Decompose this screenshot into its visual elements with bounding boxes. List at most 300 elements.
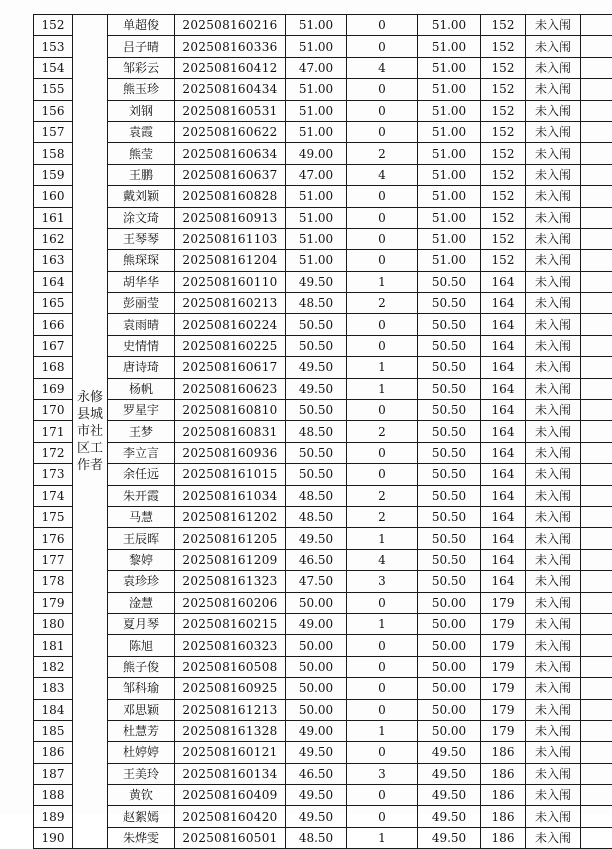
rank-cell: 152 <box>481 164 526 185</box>
written-score-cell: 48.50 <box>286 827 347 848</box>
table-row <box>34 785 612 806</box>
bonus-score-cell: 1 <box>347 271 418 292</box>
bonus-score-cell: 0 <box>347 79 418 100</box>
name-cell: 杜慧芳 <box>108 720 175 741</box>
total-score-cell: 50.50 <box>418 506 481 527</box>
status-cell: 未入闱 <box>526 827 581 848</box>
note-cell <box>581 763 612 784</box>
bonus-score-cell: 4 <box>347 164 418 185</box>
rank-cell: 152 <box>481 186 526 207</box>
note-cell <box>581 357 612 378</box>
exam-id-cell: 202508160434 <box>175 79 286 100</box>
row-number-cell: 189 <box>34 806 73 827</box>
status-cell: 未入闱 <box>526 442 581 463</box>
rank-cell: 179 <box>481 656 526 677</box>
status-cell: 未入闱 <box>526 250 581 271</box>
table-row <box>34 186 612 207</box>
total-score-cell: 50.00 <box>418 592 481 613</box>
note-cell <box>581 186 612 207</box>
rank-cell: 179 <box>481 635 526 656</box>
note-cell <box>581 571 612 592</box>
name-cell: 黄钦 <box>108 785 175 806</box>
rank-cell: 152 <box>481 15 526 36</box>
status-cell: 未入闱 <box>526 335 581 356</box>
exam-id-cell: 202508161034 <box>175 485 286 506</box>
table-row <box>34 571 612 592</box>
name-cell: 夏月琴 <box>108 613 175 634</box>
rank-cell: 164 <box>481 271 526 292</box>
rank-cell: 164 <box>481 314 526 335</box>
total-score-cell: 50.00 <box>418 613 481 634</box>
written-score-cell: 49.50 <box>286 357 347 378</box>
bonus-score-cell: 0 <box>347 464 418 485</box>
name-cell: 史情情 <box>108 335 175 356</box>
note-cell <box>581 207 612 228</box>
name-cell: 袁珍珍 <box>108 571 175 592</box>
unit-cell <box>73 15 108 849</box>
note-cell <box>581 57 612 78</box>
bonus-score-cell: 0 <box>347 656 418 677</box>
written-score-cell: 48.50 <box>286 506 347 527</box>
exam-id-cell: 202508160134 <box>175 763 286 784</box>
bonus-score-cell: 0 <box>347 335 418 356</box>
total-score-cell: 49.50 <box>418 827 481 848</box>
rank-cell: 164 <box>481 357 526 378</box>
name-cell: 淦慧 <box>108 592 175 613</box>
exam-id-cell: 202508160412 <box>175 57 286 78</box>
note-cell <box>581 335 612 356</box>
status-cell: 未入闱 <box>526 143 581 164</box>
bonus-score-cell: 0 <box>347 250 418 271</box>
total-score-cell: 49.50 <box>418 742 481 763</box>
status-cell: 未入闱 <box>526 678 581 699</box>
name-cell: 袁雨晴 <box>108 314 175 335</box>
rank-cell: 186 <box>481 742 526 763</box>
rank-cell: 179 <box>481 720 526 741</box>
bonus-score-cell: 0 <box>347 442 418 463</box>
bonus-score-cell: 0 <box>347 15 418 36</box>
name-cell: 熊莹 <box>108 143 175 164</box>
total-score-cell: 51.00 <box>418 36 481 57</box>
status-cell: 未入闱 <box>526 635 581 656</box>
written-score-cell: 49.50 <box>286 271 347 292</box>
table-row <box>34 250 612 271</box>
status-cell: 未入闱 <box>526 528 581 549</box>
status-cell: 未入闱 <box>526 79 581 100</box>
name-cell: 余任远 <box>108 464 175 485</box>
name-cell: 杨帆 <box>108 378 175 399</box>
bonus-score-cell: 1 <box>347 357 418 378</box>
table-row <box>34 36 612 57</box>
written-score-cell: 50.50 <box>286 400 347 421</box>
row-number-cell: 163 <box>34 250 73 271</box>
status-cell: 未入闱 <box>526 378 581 399</box>
written-score-cell: 47.00 <box>286 57 347 78</box>
written-score-cell: 48.50 <box>286 485 347 506</box>
exam-id-cell: 202508160508 <box>175 656 286 677</box>
row-number-cell: 169 <box>34 378 73 399</box>
exam-id-cell: 202508160617 <box>175 357 286 378</box>
status-cell: 未入闱 <box>526 314 581 335</box>
total-score-cell: 51.00 <box>418 15 481 36</box>
row-number-cell: 167 <box>34 335 73 356</box>
table-row <box>34 678 612 699</box>
exam-id-cell: 202508161204 <box>175 250 286 271</box>
unit-label: 永修县城市社区工作者 <box>76 389 104 474</box>
exam-id-cell: 202508160501 <box>175 827 286 848</box>
rank-cell: 152 <box>481 100 526 121</box>
bonus-score-cell: 0 <box>347 699 418 720</box>
row-number-cell: 185 <box>34 720 73 741</box>
bonus-score-cell: 0 <box>347 678 418 699</box>
row-number-cell: 177 <box>34 549 73 570</box>
written-score-cell: 51.00 <box>286 186 347 207</box>
table-row <box>34 57 612 78</box>
row-number-cell: 186 <box>34 742 73 763</box>
rank-cell: 152 <box>481 207 526 228</box>
written-score-cell: 49.50 <box>286 528 347 549</box>
status-cell: 未入闱 <box>526 506 581 527</box>
name-cell: 赵絮嫣 <box>108 806 175 827</box>
table-row <box>34 121 612 142</box>
note-cell <box>581 464 612 485</box>
row-number-cell: 161 <box>34 207 73 228</box>
bonus-score-cell: 0 <box>347 742 418 763</box>
written-score-cell: 51.00 <box>286 207 347 228</box>
rank-cell: 152 <box>481 79 526 100</box>
table-row <box>34 506 612 527</box>
table-row <box>34 613 612 634</box>
written-score-cell: 49.00 <box>286 613 347 634</box>
status-cell: 未入闱 <box>526 699 581 720</box>
row-number-cell: 155 <box>34 79 73 100</box>
row-number-cell: 176 <box>34 528 73 549</box>
note-cell <box>581 699 612 720</box>
table-row <box>34 827 612 848</box>
bonus-score-cell: 1 <box>347 827 418 848</box>
status-cell: 未入闱 <box>526 421 581 442</box>
note-cell <box>581 442 612 463</box>
row-number-cell: 172 <box>34 442 73 463</box>
row-number-cell: 164 <box>34 271 73 292</box>
status-cell: 未入闱 <box>526 656 581 677</box>
rank-cell: 164 <box>481 464 526 485</box>
table-row <box>34 228 612 249</box>
rank-cell: 186 <box>481 827 526 848</box>
name-cell: 王辰晖 <box>108 528 175 549</box>
status-cell: 未入闱 <box>526 293 581 314</box>
total-score-cell: 51.00 <box>418 79 481 100</box>
row-number-cell: 158 <box>34 143 73 164</box>
note-cell <box>581 528 612 549</box>
rank-cell: 152 <box>481 143 526 164</box>
status-cell: 未入闱 <box>526 613 581 634</box>
exam-id-cell: 202508160224 <box>175 314 286 335</box>
status-cell: 未入闱 <box>526 763 581 784</box>
table-row <box>34 79 612 100</box>
rank-cell: 164 <box>481 549 526 570</box>
exam-id-cell: 202508161015 <box>175 464 286 485</box>
rank-cell: 164 <box>481 442 526 463</box>
exam-id-cell: 202508160531 <box>175 100 286 121</box>
note-cell <box>581 549 612 570</box>
rank-cell: 179 <box>481 699 526 720</box>
exam-id-cell: 202508160637 <box>175 164 286 185</box>
total-score-cell: 50.50 <box>418 549 481 570</box>
exam-id-cell: 202508160936 <box>175 442 286 463</box>
total-score-cell: 50.00 <box>418 720 481 741</box>
exam-id-cell: 202508161103 <box>175 228 286 249</box>
note-cell <box>581 314 612 335</box>
total-score-cell: 50.50 <box>418 378 481 399</box>
written-score-cell: 50.50 <box>286 335 347 356</box>
written-score-cell: 51.00 <box>286 15 347 36</box>
exam-id-cell: 202508160336 <box>175 36 286 57</box>
note-cell <box>581 250 612 271</box>
table-row <box>34 549 612 570</box>
status-cell: 未入闱 <box>526 207 581 228</box>
bonus-score-cell: 1 <box>347 528 418 549</box>
note-cell <box>581 656 612 677</box>
name-cell: 黎婷 <box>108 549 175 570</box>
total-score-cell: 51.00 <box>418 186 481 207</box>
rank-cell: 164 <box>481 378 526 399</box>
exam-id-cell: 202508161328 <box>175 720 286 741</box>
status-cell: 未入闱 <box>526 186 581 207</box>
exam-id-cell: 202508160206 <box>175 592 286 613</box>
exam-id-cell: 202508160420 <box>175 806 286 827</box>
exam-id-cell: 202508160225 <box>175 335 286 356</box>
table-row <box>34 400 612 421</box>
bonus-score-cell: 2 <box>347 143 418 164</box>
bonus-score-cell: 0 <box>347 314 418 335</box>
rank-cell: 164 <box>481 528 526 549</box>
table-row <box>34 656 612 677</box>
table-row <box>34 442 612 463</box>
rank-cell: 186 <box>481 806 526 827</box>
written-score-cell: 50.50 <box>286 314 347 335</box>
bonus-score-cell: 1 <box>347 378 418 399</box>
total-score-cell: 51.00 <box>418 100 481 121</box>
written-score-cell: 50.00 <box>286 592 347 613</box>
row-number-cell: 181 <box>34 635 73 656</box>
total-score-cell: 50.00 <box>418 635 481 656</box>
note-cell <box>581 806 612 827</box>
table-row <box>34 207 612 228</box>
total-score-cell: 50.50 <box>418 442 481 463</box>
table-row <box>34 100 612 121</box>
note-cell <box>581 720 612 741</box>
table-row <box>34 720 612 741</box>
note-cell <box>581 293 612 314</box>
total-score-cell: 51.00 <box>418 143 481 164</box>
bonus-score-cell: 0 <box>347 635 418 656</box>
bonus-score-cell: 0 <box>347 592 418 613</box>
written-score-cell: 51.00 <box>286 250 347 271</box>
exam-id-cell: 202508161205 <box>175 528 286 549</box>
written-score-cell: 48.50 <box>286 293 347 314</box>
bonus-score-cell: 2 <box>347 506 418 527</box>
written-score-cell: 50.50 <box>286 442 347 463</box>
name-cell: 袁霞 <box>108 121 175 142</box>
row-number-cell: 154 <box>34 57 73 78</box>
bonus-score-cell: 0 <box>347 100 418 121</box>
rank-cell: 164 <box>481 485 526 506</box>
total-score-cell: 50.50 <box>418 571 481 592</box>
bonus-score-cell: 0 <box>347 121 418 142</box>
note-cell <box>581 271 612 292</box>
exam-id-cell: 202508160121 <box>175 742 286 763</box>
total-score-cell: 51.00 <box>418 164 481 185</box>
name-cell: 彭丽莹 <box>108 293 175 314</box>
row-number-cell: 190 <box>34 827 73 848</box>
exam-id-cell: 202508161202 <box>175 506 286 527</box>
note-cell <box>581 678 612 699</box>
bonus-score-cell: 0 <box>347 806 418 827</box>
note-cell <box>581 228 612 249</box>
total-score-cell: 50.00 <box>418 678 481 699</box>
total-score-cell: 49.50 <box>418 785 481 806</box>
name-cell: 刘钢 <box>108 100 175 121</box>
bonus-score-cell: 1 <box>347 613 418 634</box>
row-number-cell: 180 <box>34 613 73 634</box>
status-cell: 未入闱 <box>526 549 581 570</box>
total-score-cell: 50.50 <box>418 271 481 292</box>
name-cell: 陈旭 <box>108 635 175 656</box>
note-cell <box>581 827 612 848</box>
name-cell: 李立言 <box>108 442 175 463</box>
table-row <box>34 528 612 549</box>
table-row <box>34 699 612 720</box>
note-cell <box>581 36 612 57</box>
exam-id-cell: 202508160925 <box>175 678 286 699</box>
name-cell: 邹彩云 <box>108 57 175 78</box>
row-number-cell: 175 <box>34 506 73 527</box>
exam-id-cell: 202508160213 <box>175 293 286 314</box>
row-number-cell: 174 <box>34 485 73 506</box>
bonus-score-cell: 4 <box>347 57 418 78</box>
rank-cell: 179 <box>481 678 526 699</box>
rank-cell: 164 <box>481 571 526 592</box>
status-cell: 未入闱 <box>526 164 581 185</box>
row-number-cell: 162 <box>34 228 73 249</box>
status-cell: 未入闱 <box>526 720 581 741</box>
bonus-score-cell: 0 <box>347 36 418 57</box>
status-cell: 未入闱 <box>526 806 581 827</box>
bonus-score-cell: 0 <box>347 207 418 228</box>
written-score-cell: 46.50 <box>286 549 347 570</box>
status-cell: 未入闱 <box>526 485 581 506</box>
row-number-cell: 166 <box>34 314 73 335</box>
name-cell: 戴刘颖 <box>108 186 175 207</box>
rank-cell: 164 <box>481 421 526 442</box>
name-cell: 吕子晴 <box>108 36 175 57</box>
name-cell: 涂文琦 <box>108 207 175 228</box>
written-score-cell: 51.00 <box>286 121 347 142</box>
table-row <box>34 806 612 827</box>
bonus-score-cell: 0 <box>347 785 418 806</box>
note-cell <box>581 400 612 421</box>
note-cell <box>581 79 612 100</box>
exam-id-cell: 202508160622 <box>175 121 286 142</box>
row-number-cell: 173 <box>34 464 73 485</box>
total-score-cell: 49.50 <box>418 763 481 784</box>
status-cell: 未入闱 <box>526 36 581 57</box>
note-cell <box>581 421 612 442</box>
exam-id-cell: 202508160323 <box>175 635 286 656</box>
name-cell: 王美玲 <box>108 763 175 784</box>
rank-cell: 179 <box>481 592 526 613</box>
exam-id-cell: 202508160623 <box>175 378 286 399</box>
row-number-cell: 157 <box>34 121 73 142</box>
row-number-cell: 187 <box>34 763 73 784</box>
note-cell <box>581 635 612 656</box>
row-number-cell: 170 <box>34 400 73 421</box>
row-number-cell: 156 <box>34 100 73 121</box>
total-score-cell: 51.00 <box>418 228 481 249</box>
rank-cell: 152 <box>481 121 526 142</box>
name-cell: 王琴琴 <box>108 228 175 249</box>
total-score-cell: 50.50 <box>418 335 481 356</box>
written-score-cell: 51.00 <box>286 100 347 121</box>
status-cell: 未入闱 <box>526 742 581 763</box>
status-cell: 未入闱 <box>526 121 581 142</box>
note-cell <box>581 164 612 185</box>
score-table-body <box>34 15 612 849</box>
table-row <box>34 763 612 784</box>
table-row <box>34 421 612 442</box>
name-cell: 马慧 <box>108 506 175 527</box>
total-score-cell: 51.00 <box>418 207 481 228</box>
table-row <box>34 15 612 36</box>
note-cell <box>581 121 612 142</box>
row-number-cell: 160 <box>34 186 73 207</box>
bonus-score-cell: 2 <box>347 485 418 506</box>
written-score-cell: 50.00 <box>286 635 347 656</box>
rank-cell: 152 <box>481 228 526 249</box>
written-score-cell: 49.00 <box>286 143 347 164</box>
row-number-cell: 183 <box>34 678 73 699</box>
total-score-cell: 51.00 <box>418 250 481 271</box>
name-cell: 罗星宇 <box>108 400 175 421</box>
total-score-cell: 50.50 <box>418 485 481 506</box>
status-cell: 未入闱 <box>526 785 581 806</box>
status-cell: 未入闱 <box>526 400 581 421</box>
bonus-score-cell: 2 <box>347 421 418 442</box>
written-score-cell: 49.50 <box>286 378 347 399</box>
name-cell: 杜婷婷 <box>108 742 175 763</box>
written-score-cell: 49.50 <box>286 785 347 806</box>
table-row <box>34 592 612 613</box>
score-table <box>33 14 612 849</box>
total-score-cell: 50.50 <box>418 464 481 485</box>
note-cell <box>581 143 612 164</box>
written-score-cell: 51.00 <box>286 36 347 57</box>
bonus-score-cell: 0 <box>347 228 418 249</box>
row-number-cell: 188 <box>34 785 73 806</box>
status-cell: 未入闱 <box>526 592 581 613</box>
written-score-cell: 51.00 <box>286 79 347 100</box>
bonus-score-cell: 0 <box>347 186 418 207</box>
total-score-cell: 50.50 <box>418 357 481 378</box>
written-score-cell: 49.00 <box>286 720 347 741</box>
total-score-cell: 51.00 <box>418 121 481 142</box>
note-cell <box>581 15 612 36</box>
exam-id-cell: 202508161323 <box>175 571 286 592</box>
note-cell <box>581 100 612 121</box>
table-row <box>34 464 612 485</box>
row-number-cell: 153 <box>34 36 73 57</box>
